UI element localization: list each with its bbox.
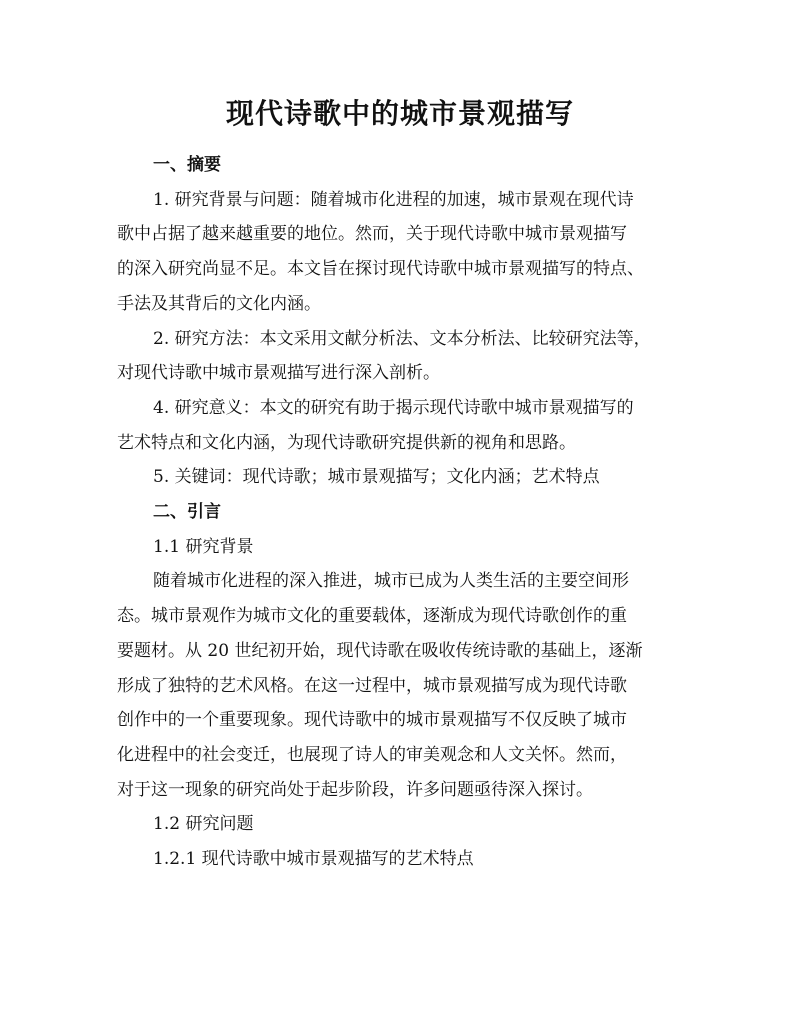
text-line: 4. 研究意义：本文的研究有助于揭示现代诗歌中城市景观描写的 — [153, 397, 634, 418]
abstract-heading: 一、摘要 — [153, 155, 221, 175]
text-line: 创作中的一个重要现象。现代诗歌中的城市景观描写不仅反映了城市 — [117, 710, 627, 731]
background-paragraph — [117, 564, 687, 807]
text-line: 手法及其背后的文化内涵。 — [117, 293, 321, 314]
text-line: 2. 研究方法：本文采用文献分析法、文本分析法、比较研究法等， — [153, 328, 651, 349]
text-line: 的深入研究尚显不足。本文旨在探讨现代诗歌中城市景观描写的特点、 — [117, 259, 644, 280]
document-body — [117, 148, 687, 877]
text-line: 1. 研究背景与问题：随着城市化进程的加速，城市景观在现代诗 — [153, 189, 634, 210]
document-title: 现代诗歌中的城市景观描写 — [225, 97, 574, 130]
text-line: 形成了独特的艺术风格。在这一过程中，城市景观描写成为现代诗歌 — [117, 675, 627, 696]
text-line: 对于这一现象的研究尚处于起步阶段，许多问题亟待深入探讨。 — [117, 779, 593, 800]
text-line: 对现代诗歌中城市景观描写进行深入剖析。 — [117, 363, 440, 384]
abstract-paragraph-4 — [117, 391, 687, 460]
section-heading-1-2-1: 1.2.1 现代诗歌中城市景观描写的艺术特点 — [153, 849, 474, 870]
keywords-line: 5. 关键词：现代诗歌；城市景观描写；文化内涵；艺术特点 — [153, 467, 600, 488]
abstract-paragraph-2 — [117, 322, 687, 391]
text-line: 歌中占据了越来越重要的地位。然而，关于现代诗歌中城市景观描写 — [117, 224, 627, 245]
text-line: 化进程中的社会变迁，也展现了诗人的审美观念和人文关怀。然而， — [117, 744, 627, 765]
text-line: 随着城市化进程的深入推进，城市已成为人类生活的主要空间形 — [153, 571, 629, 592]
section-heading-1-2: 1.2 研究问题 — [153, 814, 254, 835]
text-line: 态。城市景观作为城市文化的重要载体，逐渐成为现代诗歌创作的重 — [117, 606, 627, 627]
abstract-paragraph-1 — [117, 183, 687, 322]
section-heading-1-1: 1.1 研究背景 — [153, 536, 254, 557]
text-line: 艺术特点和文化内涵，为现代诗歌研究提供新的视角和思路。 — [117, 432, 576, 453]
intro-heading: 二、引言 — [153, 502, 221, 523]
text-line: 要题材。从 20 世纪初开始，现代诗歌在吸收传统诗歌的基础上，逐渐 — [117, 640, 643, 661]
